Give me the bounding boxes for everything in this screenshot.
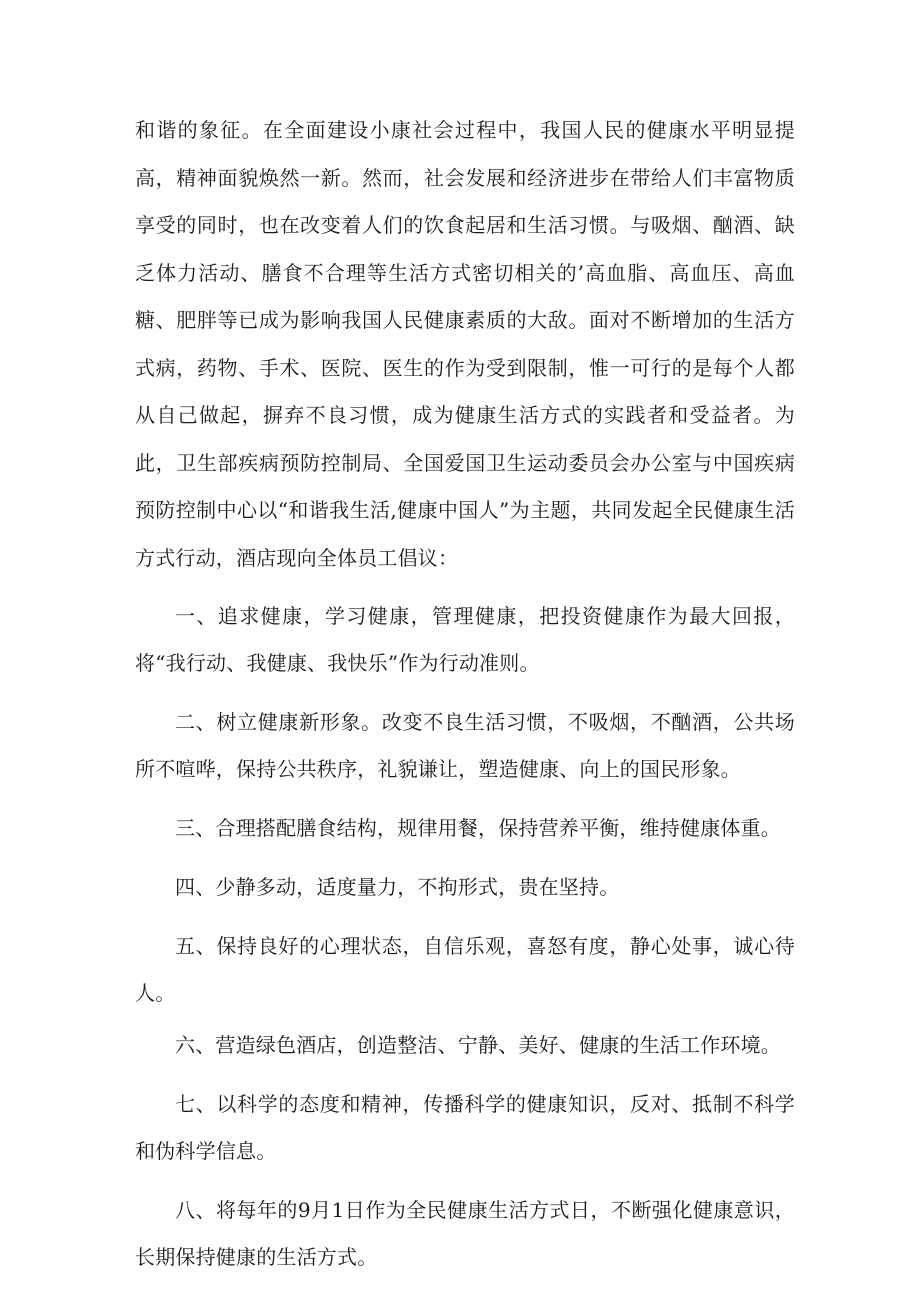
document-body xyxy=(135,107,795,1281)
proposal-item-3: 三、合理搭配膳食结构，规律用餐，保持营养平衡，维持健康体重。 xyxy=(175,816,781,840)
proposal-item-6: 六、营造绿色酒店，创造整洁、宁静、美好、健康的生活工作环境。 xyxy=(175,1033,781,1057)
proposal-item-4: 四、少静多动，适度量力，不拘形式，贵在坚持。 xyxy=(175,875,620,899)
proposal-item-2: 二、树立健康新形象。改变不良生活习惯，不吸烟，不酗酒，公共场所不喧哗，保持公共秩序，礼貌谦让，塑造健康、向上的国民形象。 xyxy=(135,710,795,781)
proposal-item-1: 一、追求健康，学习健康，管理健康，把投资健康作为最大回报，将“我行动、我健康、我快乐”作为行动准则。 xyxy=(135,604,795,675)
proposal-item-7: 七、以科学的态度和精神，传播科学的健康知识，反对、抵制不科学和伪科学信息。 xyxy=(135,1092,795,1163)
proposal-item-5: 五、保持良好的心理状态，自信乐观，喜怒有度，静心处事，诚心待人。 xyxy=(135,934,795,1005)
proposal-item-8: 八、将每年的9月1日作为全民健康生活方式日，不断强化健康意识，长期保持健康的生活方式。 xyxy=(135,1198,795,1269)
intro-paragraph: 和谐的象征。在全面建设小康社会过程中，我国人民的健康水平明显提高，精神面貌焕然一新。然而，社会发展和经济进步在带给人们丰富物质享受的同时，也在改变着人们的饮食起居和生活习惯。与吸烟、酗酒、缺乏体力活动、膳食不合理等生活方式密切相关的’高血脂、高血压、高血糖、肥胖等已成为影响我国人民健康素质的大敌。面对不断增加的生活方式病，药物、手术、医院、医生的作为受到限制，惟一可行的是每个人都从自己做起，摒弃不良习惯，成为健康生活方式的实践者和受益者。为此，卫生部疾病预防控制局、全国爱国卫生运动委员会办公室与中国疾病预防控制中心以“和谐我生活,健康中国人”为主题，共同发起全民健康生活方式行动，酒店现向全体员工倡议： xyxy=(135,118,795,570)
